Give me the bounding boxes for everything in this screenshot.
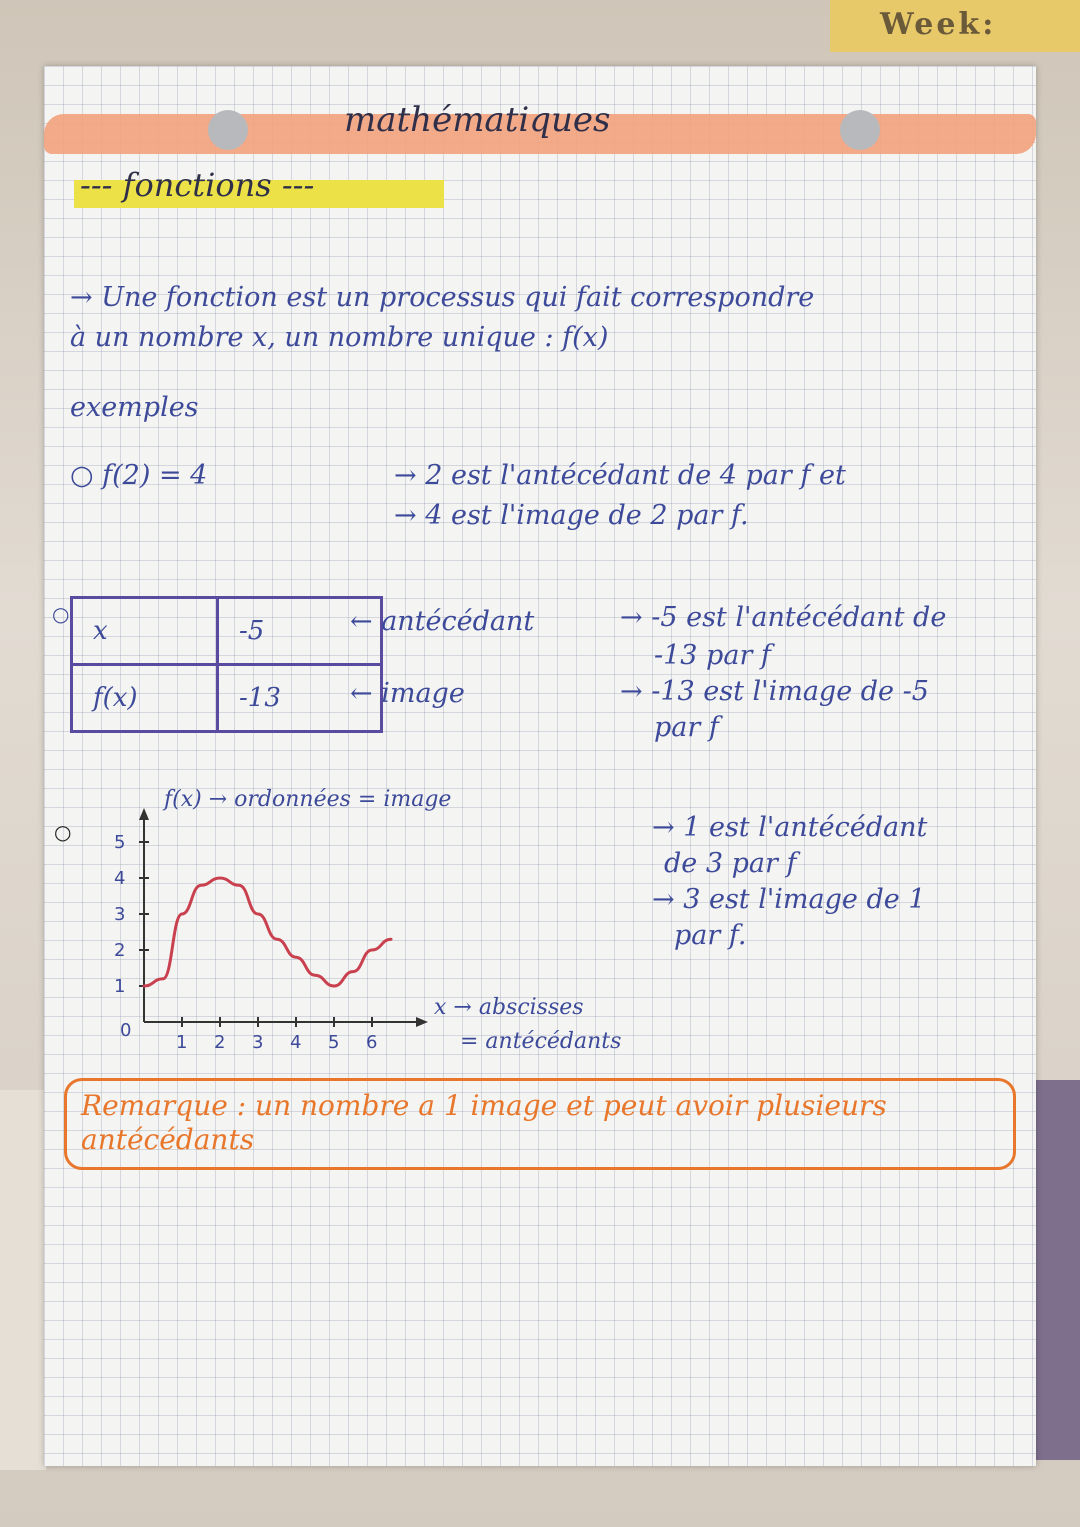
notebook-page	[44, 66, 1036, 1466]
example-1-note-1: → 2 est l'antécédant de 4 par f et	[394, 460, 846, 491]
x-tick-label: 6	[366, 1032, 378, 1053]
table-note-1: → -5 est l'antécédant de	[620, 602, 947, 633]
table-cell-fx-header: f(x)	[72, 665, 218, 732]
background-sheet-right	[1030, 1080, 1080, 1460]
graph-note-3: → 3 est l'image de 1	[652, 884, 926, 915]
remark-box	[64, 1078, 1016, 1170]
remark-line-2: antécédants	[81, 1123, 255, 1156]
example-1: ○ f(2) = 4	[70, 460, 208, 491]
x-axis-label-2: = antécédants	[460, 1029, 622, 1054]
origin-label: 0	[120, 1020, 132, 1041]
y-tick-label: 1	[114, 976, 126, 997]
x-tick-label: 5	[328, 1032, 340, 1053]
x-tick-label: 2	[214, 1032, 226, 1053]
graph-note-1: → 1 est l'antécédant	[652, 812, 928, 843]
table-cell-x-value: -5	[218, 598, 382, 665]
x-axis-arrow	[416, 1017, 428, 1027]
table-cell-fx-value: -13	[218, 665, 382, 732]
table-cell-x-header: x	[72, 598, 218, 665]
table-bullet: ○	[52, 602, 70, 626]
table-label-antecedant: ← antécédant	[350, 606, 535, 637]
table-row	[72, 598, 382, 665]
example-1-note-2: → 4 est l'image de 2 par f.	[394, 500, 749, 531]
graph-note-2: de 3 par f	[664, 848, 797, 879]
graph-bullet: ○	[54, 820, 72, 844]
punch-hole-left	[208, 110, 248, 150]
value-table	[70, 596, 383, 733]
x-tick-label: 4	[290, 1032, 302, 1053]
x-tick-label: 1	[176, 1032, 188, 1053]
y-tick-label: 2	[114, 940, 126, 961]
table-label-image: ← image	[350, 678, 465, 709]
x-axis-label: x → abscisses	[434, 995, 584, 1020]
punch-hole-right	[840, 110, 880, 150]
table-row	[72, 665, 382, 732]
y-axis-arrow	[139, 808, 149, 820]
week-tab: Week:	[830, 0, 1080, 52]
table-note-2: -13 par f	[654, 640, 771, 671]
examples-heading: exemples	[70, 392, 199, 423]
table-note-4: par f	[654, 712, 719, 743]
graph-note-4: par f.	[674, 920, 747, 951]
definition-line-1: → Une fonction est un processus qui fait correspondre	[70, 282, 815, 313]
y-axis-label: f(x) → ordonnées = image	[164, 787, 452, 812]
y-tick-label: 3	[114, 904, 126, 925]
page-title: mathématiques	[344, 100, 611, 140]
x-tick-label: 3	[252, 1032, 264, 1053]
function-graph	[104, 786, 664, 1076]
definition-line-2: à un nombre x, un nombre unique : f(x)	[70, 322, 609, 353]
remark-line-1: Remarque : un nombre a 1 image et peut avoir plusieurs	[81, 1089, 887, 1122]
background-sheet-left	[0, 1090, 46, 1470]
page-subtitle: --- fonctions ---	[80, 166, 315, 204]
y-tick-label: 5	[114, 832, 126, 853]
table-note-3: → -13 est l'image de -5	[620, 676, 929, 707]
series-line	[144, 878, 391, 986]
y-tick-label: 4	[114, 868, 126, 889]
